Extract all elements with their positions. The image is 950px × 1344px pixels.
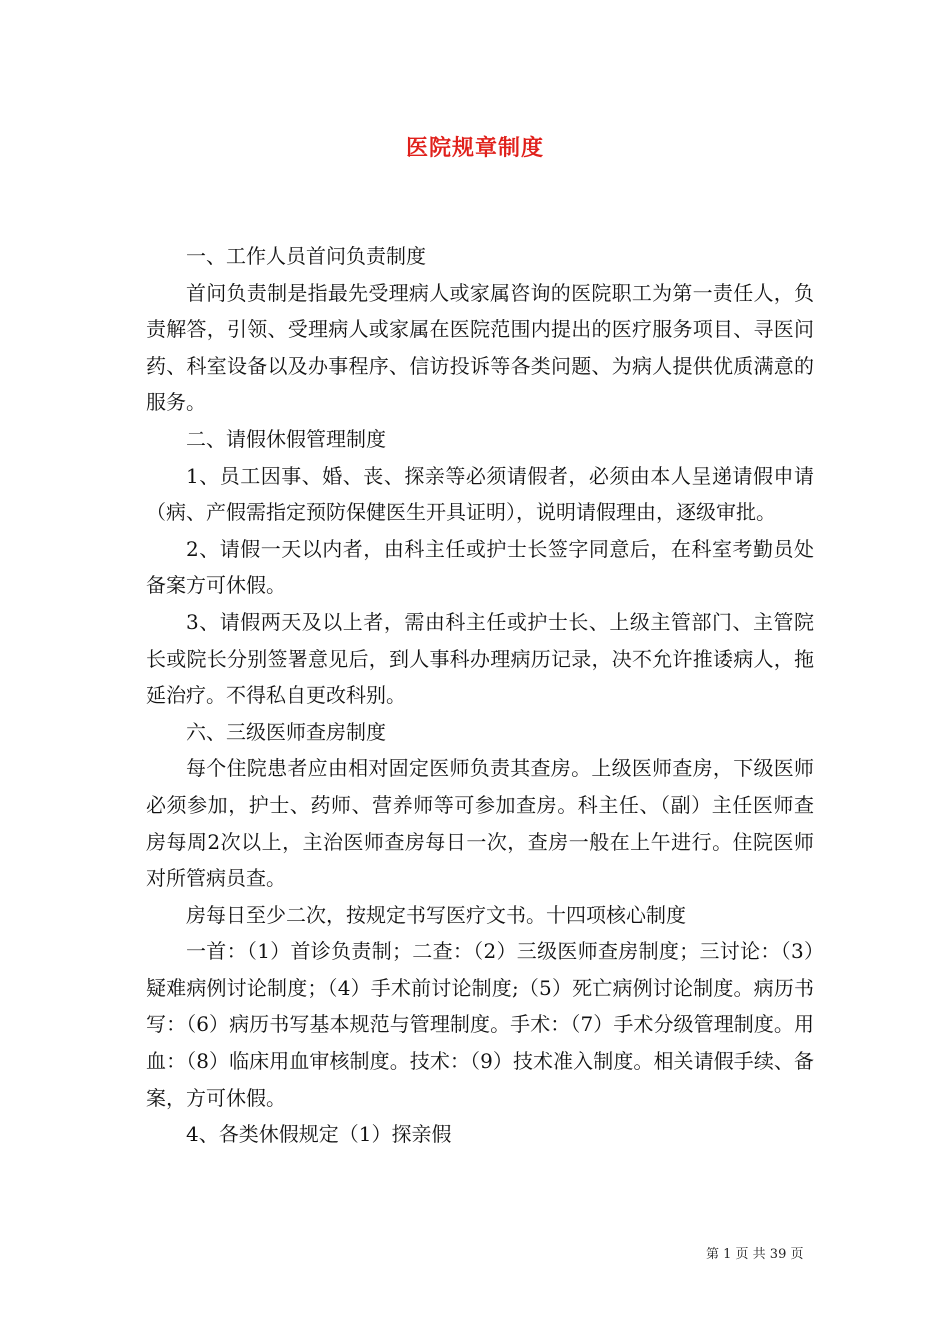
paragraph: 3、请假两天及以上者，需由科主任或护士长、上级主管部门、主管院长或院长分别签署意见后，到人事科办理病历记录，决不允许推诿病人，拖延治疗。不得私自更改科别。: [146, 609, 814, 708]
paragraph: 2、请假一天以内者，由科主任或护士长签字同意后，在科室考勤员处备案方可休假。: [146, 536, 814, 598]
paragraph: 一首：（1）首诊负责制；二查：（2）三级医师查房制度；三讨论：（3）疑难病例讨论制度；（4）手术前讨论制度;（5）死亡病例讨论制度。病历书写：（6）病历书写基本规范与管理制度。手术：（7）手术分级管理制度。用血：（8）临床用血审核制度。技术：（9）技术准入制度。相关请假手续、备案，方可休假。: [146, 939, 814, 1110]
document-body: [146, 238, 814, 1153]
section-heading: 一、工作人员首问负责制度: [186, 244, 426, 268]
paragraph: 1、员工因事、婚、丧、探亲等必须请假者，必须由本人呈递请假申请（病、产假需指定预防保健医生开具证明），说明请假理由，逐级审批。: [146, 463, 814, 525]
section-heading: 二、请假休假管理制度: [186, 426, 386, 451]
page-number: 第 1 页 共 39 页: [706, 1247, 804, 1262]
paragraph: 房每日至少二次，按规定书写医疗文书。十四项核心制度: [186, 902, 686, 927]
paragraph: 每个住院患者应由相对固定医师负责其查房。上级医师查房，下级医师必须参加，护士、药师、营养师等可参加查房。科主任、（副）主任医师查房每周2次以上，主治医师查房每日一次，查房一般在上午进行。住院医师对所管病员查。: [146, 756, 814, 891]
paragraph: 首问负责制是指最先受理病人或家属咨询的医院职工为第一责任人，负责解答，引领、受理病人或家属在医院范围内提出的医疗服务项目、寻医问药、科室设备以及办事程序、信访投诉等各类问题、为病人提供优质满意的服务。: [146, 280, 814, 415]
section-heading: 六、三级医师查房制度: [186, 719, 386, 744]
document-title: 医院规章制度: [405, 135, 544, 161]
paragraph: 4、各类休假规定（1）探亲假: [186, 1122, 452, 1147]
